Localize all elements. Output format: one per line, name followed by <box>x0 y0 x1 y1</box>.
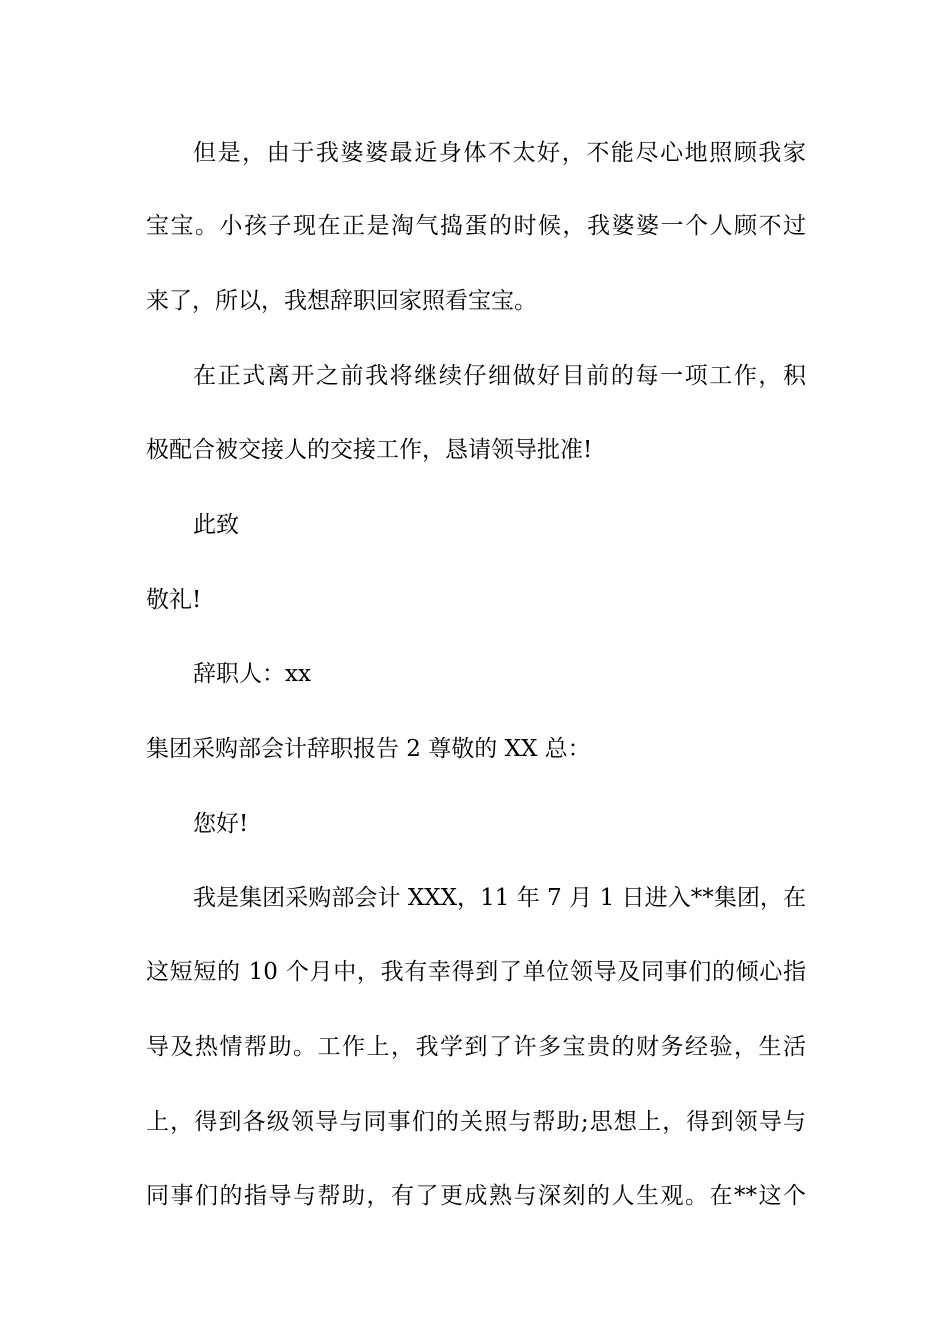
greeting: 您好! <box>193 811 249 837</box>
paragraph-line: 上，得到各级领导与同事们的关照与帮助;思想上，得到领导与 <box>146 1109 806 1135</box>
section-heading: 集团采购部会计辞职报告 2 尊敬的 XX 总： <box>146 736 591 762</box>
paragraph-line: 在正式离开之前我将继续仔细做好目前的每一项工作，积 <box>193 363 806 389</box>
paragraph-line: 宝宝。小孩子现在正是淘气捣蛋的时候，我婆婆一个人顾不过 <box>146 213 806 239</box>
paragraph-line: 同事们的指导与帮助，有了更成熟与深刻的人生观。在**这个 <box>146 1183 806 1209</box>
paragraph-line: 来了，所以，我想辞职回家照看宝宝。 <box>146 288 537 314</box>
paragraph-line: 极配合被交接人的交接工作，恳请领导批准! <box>146 437 593 463</box>
signature-line: 辞职人：xx <box>193 661 311 687</box>
paragraph-line: 导及热情帮助。工作上，我学到了许多宝贵的财务经验，生活 <box>146 1034 806 1060</box>
closing-regards: 敬礼! <box>146 587 202 613</box>
paragraph-line: 但是，由于我婆婆最近身体不太好，不能尽心地照顾我家 <box>193 140 806 166</box>
paragraph-line: 这短短的 10 个月中，我有幸得到了单位领导及同事们的倾心指 <box>146 959 806 985</box>
closing-salutation: 此致 <box>193 512 239 538</box>
paragraph-line: 我是集团采购部会计 XXX，11 年 7 月 1 日进入**集团，在 <box>193 885 806 911</box>
